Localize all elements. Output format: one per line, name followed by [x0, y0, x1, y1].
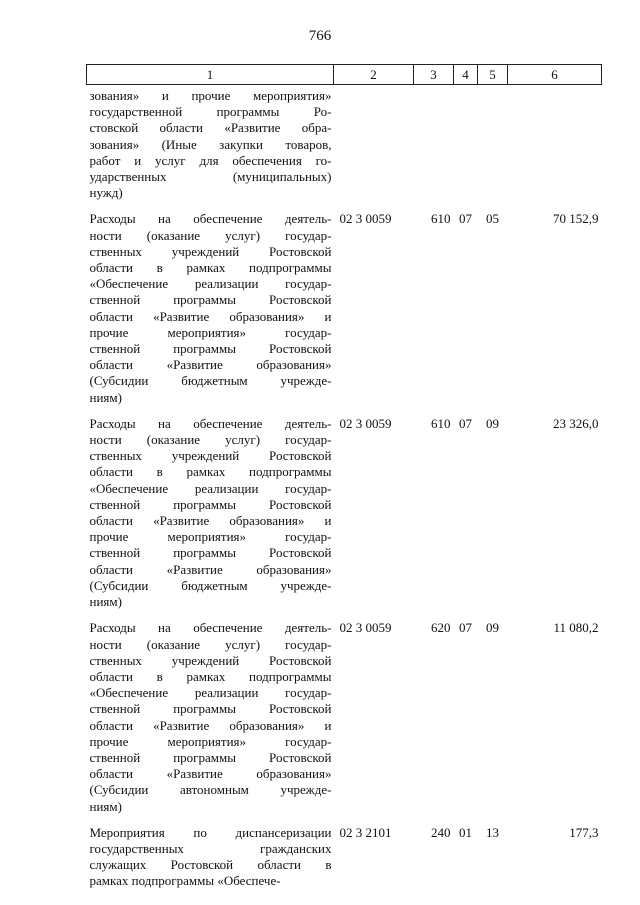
description-line: ственной программы Ростовской [89, 341, 332, 357]
description-line: прочие мероприятия» государ- [89, 324, 332, 340]
description-line: ниям) [89, 389, 122, 405]
description-line: ственных учреждений Ростовской [89, 448, 332, 464]
expense-type-code: 610 [431, 211, 451, 227]
column-header-5: 5 [478, 65, 508, 85]
expense-type-code [414, 85, 454, 202]
amount [508, 85, 602, 202]
column-header-1: 1 [87, 65, 334, 85]
table-header-row [87, 65, 602, 85]
description-line: стовской области «Развитие обра- [89, 120, 332, 136]
subsection-code: 05 [486, 211, 499, 227]
budget-code: 02 3 0059 [339, 415, 392, 431]
description-line: рамках подпрограммы «Обеспече- [89, 873, 281, 889]
description-line: области «Развитие образования» [89, 766, 332, 782]
table-row [87, 406, 602, 610]
page-number: 766 [308, 28, 332, 44]
description-line: государственных гражданских [89, 840, 332, 856]
expense-type-code: 610 [431, 415, 451, 431]
amount: 23 326,0 [553, 415, 599, 431]
description-line: (Субсидии бюджетным учрежде- [89, 577, 332, 593]
description-line: ственной программы Ростовской [89, 292, 332, 308]
column-header-6: 6 [508, 65, 602, 85]
description-line: ственной программы Ростовской [89, 545, 332, 561]
table-row [87, 85, 602, 202]
description-line: зования» и прочие мероприятия» [89, 88, 332, 103]
description-line: ударственных (муниципальных) [89, 169, 332, 185]
table-row [87, 815, 602, 890]
row-description [87, 85, 334, 202]
description-line: Расходы на обеспечение деятель- [89, 620, 332, 636]
description-line: области в рамках подпрограммы [89, 464, 332, 480]
description-line: области в рамках подпрограммы [89, 668, 332, 684]
description-line: ниям) [89, 798, 122, 814]
budget-code [334, 85, 414, 202]
description-line: ственной программы Ростовской [89, 749, 332, 765]
amount: 70 152,9 [553, 211, 599, 227]
row-description [87, 815, 334, 890]
description-line: Расходы на обеспечение деятель- [89, 415, 332, 431]
table-row [87, 610, 602, 814]
row-description [87, 610, 334, 814]
section-code: 07 [459, 415, 472, 431]
description-line: ности (оказание услуг) государ- [89, 636, 332, 652]
row-description [87, 201, 334, 405]
description-line: служащих Ростовской области в [89, 857, 332, 873]
section-code: 01 [459, 824, 472, 840]
section-code: 07 [459, 211, 472, 227]
description-line: работ и услуг для обеспечения го- [89, 152, 332, 168]
subsection-code: 09 [486, 620, 499, 636]
description-line: нужд) [89, 185, 123, 201]
description-line: области «Развитие образования» и [89, 717, 332, 733]
description-line: области «Развитие образования» и [89, 513, 332, 529]
subsection-code: 13 [486, 824, 499, 840]
description-line: государственной программы Ро- [89, 104, 332, 120]
section-code [454, 85, 478, 202]
description-line: «Обеспечение реализации государ- [89, 480, 332, 496]
column-header-2: 2 [334, 65, 414, 85]
description-line: области в рамках подпрограммы [89, 260, 332, 276]
description-line: ственных учреждений Ростовской [89, 243, 332, 259]
description-line: области «Развитие образования» [89, 357, 332, 373]
section-code: 07 [459, 620, 472, 636]
description-line: ственной программы Ростовской [89, 496, 332, 512]
budget-code: 02 3 0059 [339, 211, 392, 227]
description-line: зования» (Иные закупки товаров, [89, 136, 332, 152]
amount: 11 080,2 [553, 620, 599, 636]
description-line: ности (оказание услуг) государ- [89, 227, 332, 243]
column-header-3: 3 [414, 65, 454, 85]
description-line: «Обеспечение реализации государ- [89, 685, 332, 701]
description-line: прочие мероприятия» государ- [89, 733, 332, 749]
budget-table [86, 64, 602, 890]
description-line: области «Развитие образования» и [89, 308, 332, 324]
description-line: ственной программы Ростовской [89, 701, 332, 717]
description-line: ниям) [89, 594, 122, 610]
budget-code: 02 3 2101 [339, 824, 392, 840]
amount: 177,3 [569, 824, 599, 840]
row-description [87, 406, 334, 610]
description-line: прочие мероприятия» государ- [89, 529, 332, 545]
column-header-4: 4 [454, 65, 478, 85]
description-line: Расходы на обеспечение деятель- [89, 211, 332, 227]
description-line: (Субсидии автономным учрежде- [89, 782, 332, 798]
description-line: ности (оказание услуг) государ- [89, 432, 332, 448]
budget-code: 02 3 0059 [339, 620, 392, 636]
expense-type-code: 620 [431, 620, 451, 636]
description-line: ственных учреждений Ростовской [89, 652, 332, 668]
description-line: области «Развитие образования» [89, 561, 332, 577]
subsection-code: 09 [486, 415, 499, 431]
subsection-code [478, 85, 508, 202]
table-row [87, 201, 602, 405]
description-line: «Обеспечение реализации государ- [89, 276, 332, 292]
description-line: Мероприятия по диспансеризации [89, 824, 332, 840]
expense-type-code: 240 [431, 824, 451, 840]
description-line: (Субсидии бюджетным учрежде- [89, 373, 332, 389]
